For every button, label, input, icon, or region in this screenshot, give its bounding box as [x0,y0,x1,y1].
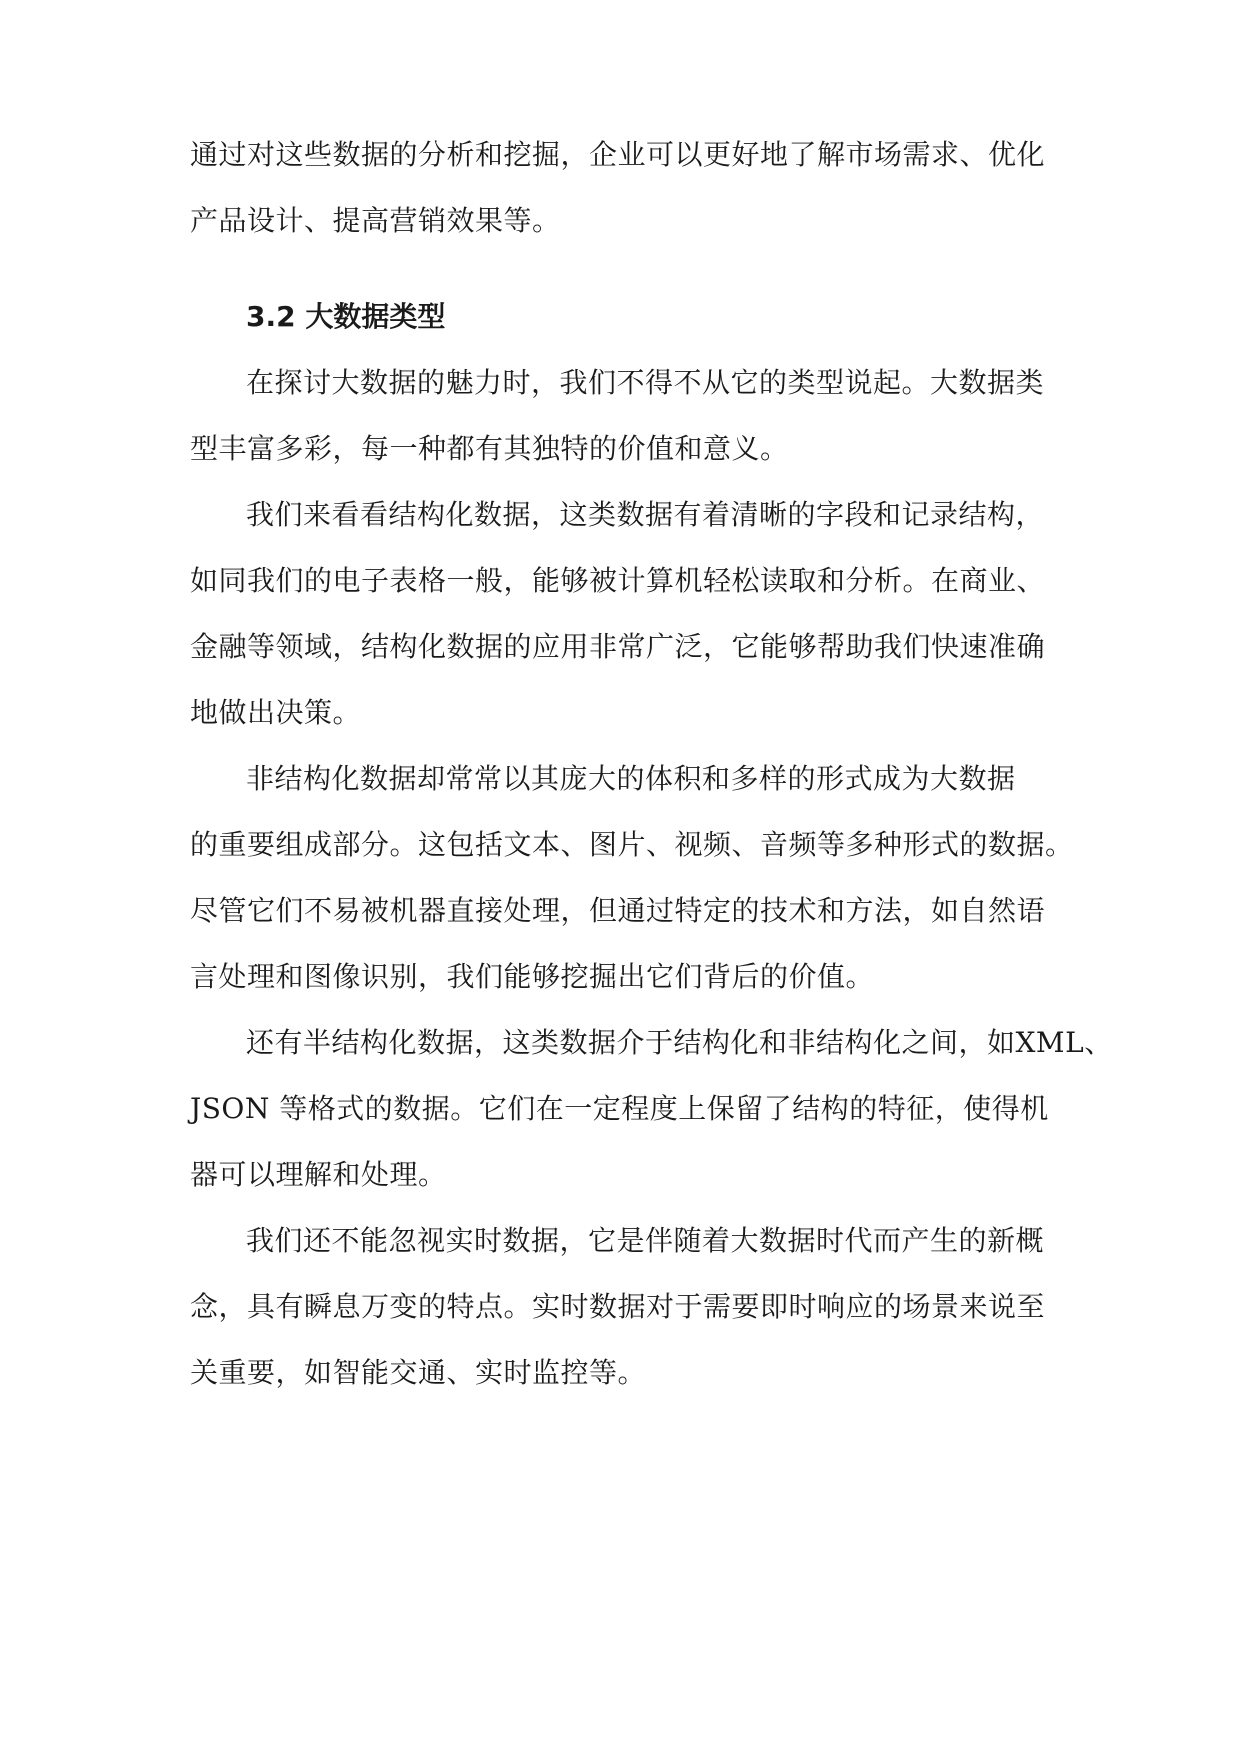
paragraph-line: 尽管它们不易被机器直接处理，但通过特定的技术和方法，如自然语 [190,894,1046,927]
paragraph-line: 念，具有瞬息万变的特点。实时数据对于需要即时响应的场景来说至 [190,1290,1046,1323]
paragraph-line: 产品设计、提高营销效果等。 [190,204,561,237]
paragraph-line: 型丰富多彩，每一种都有其独特的价值和意义。 [190,432,789,465]
paragraph-line: 的重要组成部分。这包括文本、图片、视频、音频等多种形式的数据。 [190,828,1074,861]
paragraph-line: 言处理和图像识别，我们能够挖掘出它们背后的价值。 [190,960,875,993]
paragraph-line: 我们来看看结构化数据，这类数据有着清晰的字段和记录结构， [246,498,1045,531]
paragraph-line: 我们还不能忽视实时数据，它是伴随着大数据时代而产生的新概 [246,1224,1045,1257]
paragraph-line: 地做出决策。 [190,696,362,729]
paragraph-line: 器可以理解和处理。 [190,1158,447,1191]
paragraph-line: JSON 等格式的数据。它们在一定程度上保留了结构的特征，使得机 [190,1092,1049,1125]
section-heading: 3.2 大数据类型 [246,300,446,333]
paragraph-line: 通过对这些数据的分析和挖掘，企业可以更好地了解市场需求、优化 [190,138,1046,171]
paragraph-line: 在探讨大数据的魅力时，我们不得不从它的类型说起。大数据类 [246,366,1045,399]
paragraph-line: 金融等领域，结构化数据的应用非常广泛，它能够帮助我们快速准确 [190,630,1046,663]
paragraph-line: 还有半结构化数据，这类数据介于结构化和非结构化之间，如XML、 [246,1026,1113,1059]
paragraph-line: 非结构化数据却常常以其庞大的体积和多样的形式成为大数据 [246,762,1016,795]
paragraph-line: 如同我们的电子表格一般，能够被计算机轻松读取和分析。在商业、 [190,564,1046,597]
paragraph-line: 关重要，如智能交通、实时监控等。 [190,1356,647,1389]
